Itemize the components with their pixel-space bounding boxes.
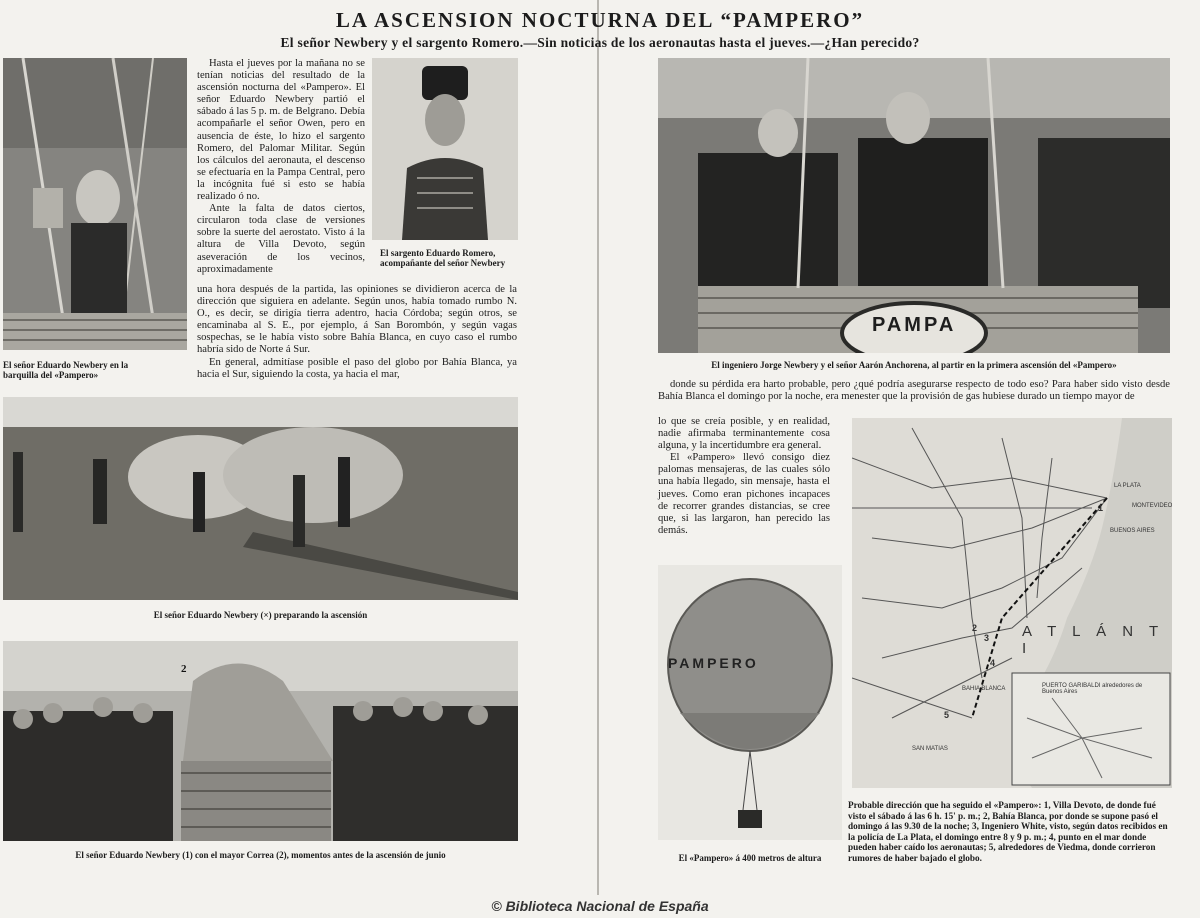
- paragraph: donde su pérdida era harto probable, pero ¿qué podría asegurarse respecto de todo eso? Para haber sido visto desde Bahía Blanca el domingo por la noche, era menester que la provisión de gas hubiese durado un tiempo mayor de: [658, 379, 1170, 403]
- paragraph: una hora después de la partida, las opiniones se dividieron acerca de la dirección que siguiera en adelante. Según unos, había tomado rumbo N. O., es decir, se dirigía tierra adentro, hacia Córdoba; según otros, se encaminaba al S. E., por ejemplo, á San Borombón, y según vagas sospechas, se le había visto sobre Bahía Blanca, en cuyo caso el rumbo habría sido de Norte á Sur.: [197, 284, 517, 356]
- caption-map: Probable dirección que ha seguido el «Pampero»: 1, Villa Devoto, de donde fué visto el sábado á las 6 h. 15' p. m.; 2, Bahía Blanca, por donde se supone pasó el domingo á las 9.30 de la noche; 3, Ingeniero White, visto, según datos recibidos en la policía de La Plata, el domingo entre 8 y 9 p. m.; 4, punto en el mar donde pueden haber caído los aeronautas; 5, alrededores de Viedma, donde corrieron rumores de haber bajado el globo.: [848, 800, 1168, 863]
- caption-newbery-anchorena: El ingeniero Jorge Newbery y el señor Aarón Anchorena, al partir en la primera ascensión del «Pampero»: [711, 360, 1117, 370]
- caption-romero: El sargento Eduardo Romero, acompañante del señor Newbery: [380, 248, 506, 268]
- paragraph: Ante la falta de datos ciertos, circularon toda clase de versiones sobre la suerte del aerostato. Visto á la altura de Villa Devoto, según aseveración de los vecinos, aproximadamente: [197, 203, 365, 275]
- paragraph: En general, admitíase posible el paso del globo por Bahía Blanca, ya hacia el Sur, siguiendo la costa, ya hacia el mar,: [197, 356, 517, 380]
- photo-balloon-400m: [658, 565, 842, 840]
- paragraph: Hasta el jueves por la mañana no se tenían noticias del resultado de la ascensión nocturna del «Pampero». El señor Eduardo Newbery partió el sábado á las 5 p. m. de Belgrano. Debía acompañarle el señor Owen, pero en ausencia de éste, lo hizo el sargento Romero, del Palomar Militar. Según los cálculos del aeronauta, el descenso se efectuaría en la Pampa Central, pero la incógnita fué si esto se había realizado ó no.: [197, 58, 365, 203]
- page-fold: [597, 0, 599, 895]
- map-marker-5: 5: [944, 710, 950, 720]
- map-label-montevideo: MONTEVIDEO: [1132, 503, 1172, 509]
- article-column-2-narrow: [658, 416, 830, 537]
- balloon-name-label: PAMPERO: [668, 655, 759, 671]
- paragraph: lo que se creía posible, y en realidad, nadie afirmaba terminantemente cosa alguna, y la incertidumbre era general.: [658, 416, 830, 452]
- map-marker-1: 1: [1098, 503, 1104, 513]
- article-column-1a: [197, 58, 365, 276]
- caption-balloon-400m: El «Pampero» á 400 metros de altura: [678, 853, 822, 863]
- map-label-san-matias: SAN MATIAS: [912, 746, 948, 752]
- caption-newbery-basket: El señor Eduardo Newbery en la barquilla del «Pampero»: [3, 360, 129, 380]
- photo-sargento-romero: [372, 58, 518, 240]
- map-marker-4: 4: [990, 658, 996, 668]
- photo-crowd-correa: [3, 641, 518, 841]
- map-marker-3: 3: [984, 633, 990, 643]
- footer-credit: © Biblioteca Nacional de España: [491, 898, 709, 914]
- map-label-inset: PUERTO GARIBALDI alrededores de Buenos Aires: [1042, 683, 1143, 695]
- crowd-mark-2: 2: [181, 663, 187, 675]
- article-column-2-wide: [658, 379, 1170, 403]
- map-label-ocean: A T L Á N T I: [1022, 623, 1164, 657]
- page-title: LA ASCENSION NOCTURNA DEL “PAMPERO”: [335, 8, 865, 32]
- basket-lifebuoy-label: PAMPA: [872, 314, 957, 336]
- article-column-1b: [197, 284, 517, 381]
- photo-preparing-ascension: [3, 397, 518, 600]
- page-subtitle: El señor Newbery y el sargento Romero.—Sin noticias de los aeronautas hasta el jueves.—¿Han perecido?: [280, 35, 920, 50]
- caption-crowd-correa: El señor Eduardo Newbery (1) con el mayor Correa (2), momentos antes de la ascensión de junio: [75, 850, 446, 860]
- map-label-la-plata: LA PLATA: [1114, 483, 1141, 489]
- photo-newbery-anchorena: [658, 58, 1170, 353]
- photo-newbery-basket: [3, 58, 187, 350]
- map-label-bahia-blanca: BAHIA BLANCA: [962, 686, 1006, 692]
- map-marker-2: 2: [972, 623, 978, 633]
- caption-preparing-ascension: El señor Eduardo Newbery (×) preparando la ascensión: [153, 610, 368, 620]
- map-label-buenos-aires: BUENOS AIRES: [1110, 528, 1155, 534]
- map-probable-route: [852, 418, 1172, 788]
- paragraph: El «Pampero» llevó consigo diez palomas mensajeras, de las cuales sólo una había llegado, sin mensaje, hasta el jueves. Como eran pichones incapaces de recorrer grandes distancias, se cree que, si las largaron, han perecido las demás.: [658, 452, 830, 536]
